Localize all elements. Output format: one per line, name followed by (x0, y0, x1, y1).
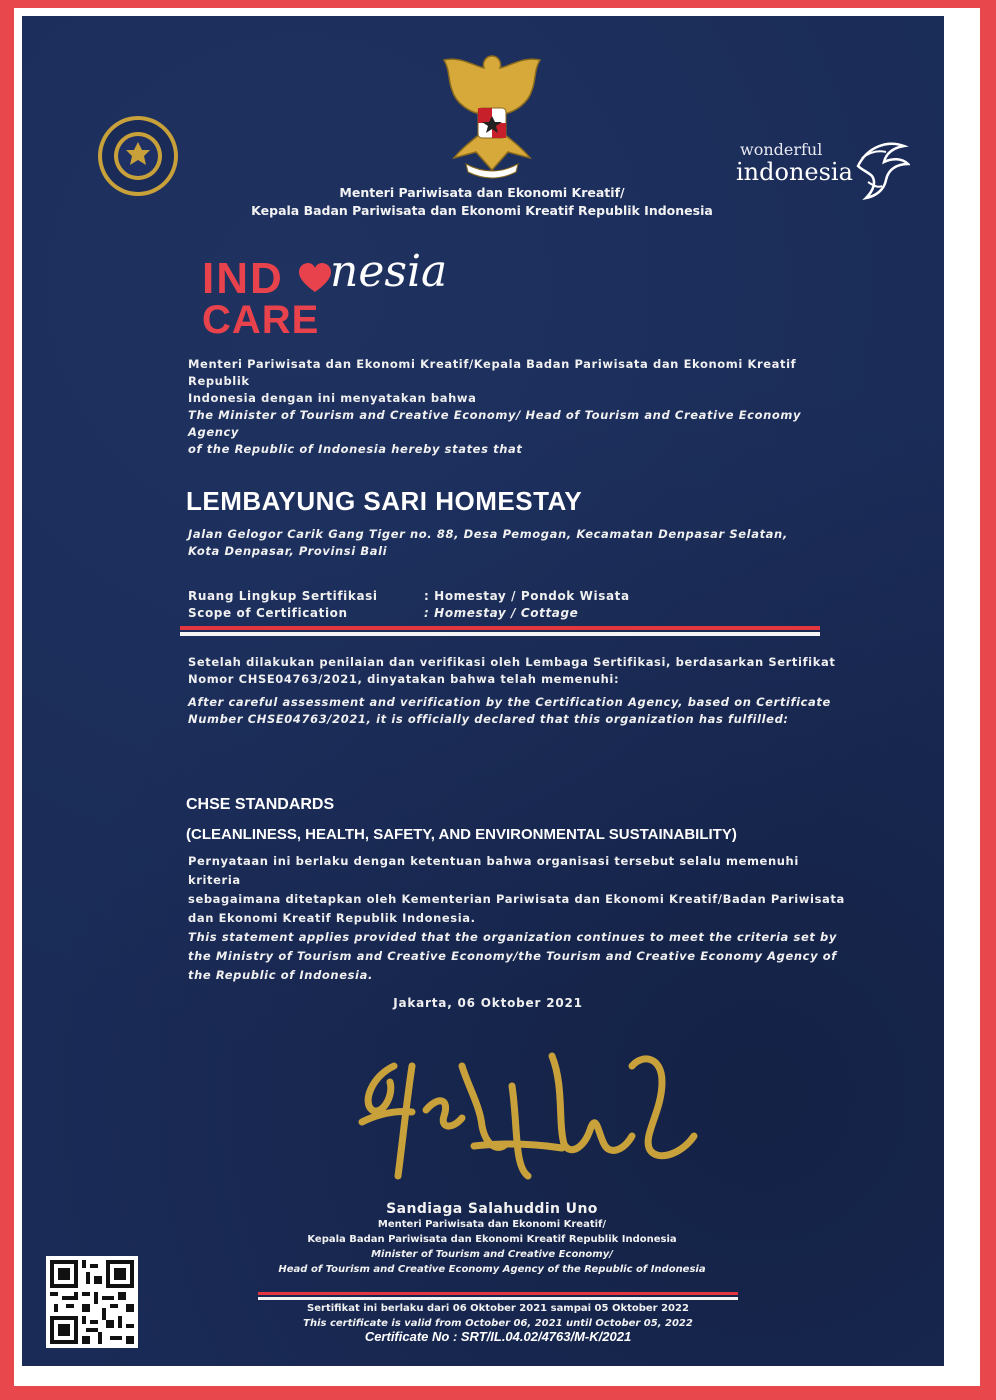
logo-part-nesia: nesia (330, 246, 448, 297)
signature-image (302, 1026, 722, 1226)
statement (188, 852, 848, 985)
indonesia-care-logo (202, 242, 562, 352)
statement-id-line-2: sebagaimana ditetapkan oleh Kementerian Pariwisata dan Ekonomi Kreatif/Badan Pariwisata (188, 892, 845, 906)
scope-value-en: : Homestay / Cottage (424, 606, 579, 620)
signer-block (252, 1201, 732, 1277)
assessment-id-line-2: Nomor CHSE04763/2021, dinyatakan bahwa telah memenuhi: (188, 672, 620, 686)
brand-indonesia: indonesia (736, 158, 853, 186)
standards-subtitle: (CLEANLINESS, HEALTH, SAFETY, AND ENVIRONMENTAL SUSTAINABILITY) (186, 826, 737, 843)
divider-stripe (180, 626, 820, 636)
declaration-id-line-1: Menteri Pariwisata dan Ekonomi Kreatif/Kepala Badan Pariwisata dan Ekonomi Kreatif Republik (188, 357, 797, 388)
certificate (22, 16, 944, 1366)
declaration-id-line-2: Indonesia dengan ini menyatakan bahwa (188, 391, 477, 405)
assessment-id-line-1: Setelah dilakukan penilaian dan verifikasi oleh Lembaga Sertifikasi, berdasarkan Sertifikat (188, 655, 836, 669)
organization-address (188, 526, 848, 560)
validity (258, 1301, 738, 1331)
validity-en: This certificate is valid from October 06, 2021 until October 05, 2022 (303, 1318, 693, 1329)
standards-title: CHSE STANDARDS (186, 796, 335, 813)
scope-of-certification (188, 588, 630, 622)
signer-title-id-1: Menteri Pariwisata dan Ekonomi Kreatif/ (377, 1219, 607, 1230)
ministry-line-1: Menteri Pariwisata dan Ekonomi Kreatif/ (339, 185, 625, 200)
assessment-en-line-2: Number CHSE04763/2021, it is officially declared that this organization has fulfilled: (188, 712, 789, 726)
logo-part-ind: IND (202, 254, 284, 303)
scope-label-id: Ruang Lingkup Sertifikasi (188, 589, 378, 603)
statement-id-line-3: dan Ekonomi Kreatif Republik Indonesia. (188, 911, 476, 925)
qr-code[interactable] (46, 1256, 138, 1348)
signer-name: Sandiaga Salahuddin Uno (386, 1201, 598, 1217)
statement-id-line-1: Pernyataan ini berlaku dengan ketentuan bahwa organisasi tersebut selalu memenuhi kriteria (188, 854, 799, 887)
validity-id: Sertifikat ini berlaku dari 06 Oktober 2021 sampai 05 Oktober 2022 (307, 1303, 689, 1314)
signer-title-en-2: Head of Tourism and Creative Economy Agency of the Republic of Indonesia (278, 1264, 706, 1275)
statement-en-line-2: the Ministry of Tourism and Creative Economy/the Tourism and Creative Economy Agency of (188, 949, 837, 963)
declaration-en-line-1: The Minister of Tourism and Creative Economy/ Head of Tourism and Creative Economy Agency (188, 408, 802, 439)
ministry-line-2: Kepala Badan Pariwisata dan Ekonomi Kreatif Republik Indonesia (251, 203, 713, 218)
address-line-2: Kota Denpasar, Provinsi Bali (188, 544, 388, 558)
assessment (188, 654, 848, 728)
logo-part-care: CARE (202, 298, 320, 342)
scope-value-id: : Homestay / Pondok Wisata (424, 589, 630, 603)
ministry-seal-icon (96, 114, 180, 198)
declaration (188, 356, 848, 458)
address-line-1: Jalan Gelogor Carik Gang Tiger no. 88, Desa Pemogan, Kecamatan Denpasar Selatan, (188, 527, 788, 541)
garuda-emblem-icon (430, 46, 554, 186)
ministry-heading (182, 184, 782, 220)
organization-name: LEMBAYUNG SARI HOMESTAY (186, 486, 583, 516)
signer-title-en-1: Minister of Tourism and Creative Economy/ (371, 1249, 613, 1260)
garuda-bird-icon (848, 136, 910, 200)
statement-en-line-1: This statement applies provided that the organization continues to meet the criteria set by (188, 930, 837, 944)
place-date: Jakarta, 06 Oktober 2021 (393, 996, 583, 1010)
scope-label-en: Scope of Certification (188, 606, 348, 620)
certificate-number: Certificate No : SRT/IL.04.02/4763/M-K/2021 (364, 1329, 632, 1344)
heart-icon (298, 262, 332, 294)
statement-en-line-3: the Republic of Indonesia. (188, 968, 373, 982)
brand-wonderful: wonderful (740, 140, 823, 159)
signer-title-id-2: Kepala Badan Pariwisata dan Ekonomi Kreatif Republik Indonesia (307, 1234, 677, 1245)
declaration-en-line-2: of the Republic of Indonesia hereby states that (188, 442, 523, 456)
assessment-en-line-1: After careful assessment and verification by the Certification Agency, based on Certificate (188, 695, 831, 709)
